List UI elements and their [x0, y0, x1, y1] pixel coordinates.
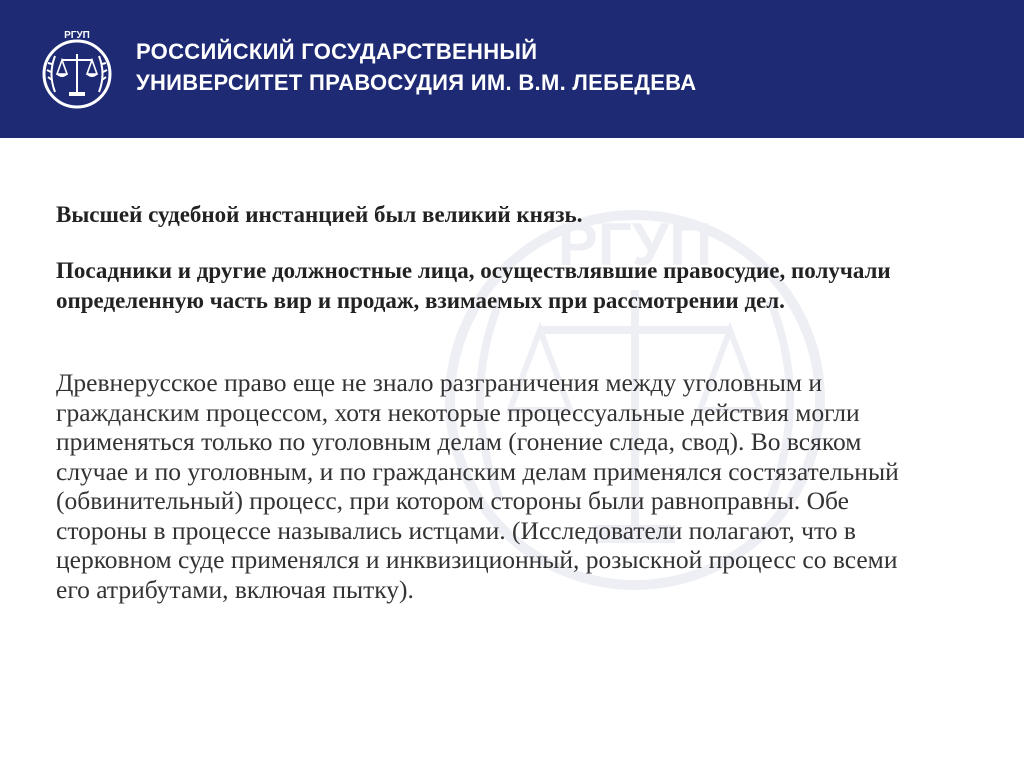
university-logo-icon — [38, 28, 116, 114]
slide-content — [56, 200, 956, 604]
paragraph-ancient-law: Древнерусское право еще не знало разграничения между уголовным и гражданским процессом, хотя некоторые процессуальные действия могли применяться только по уголовным делам (гонение следа, свод). Во всяком случае и по уголовным, и по гражданским делам применялся состязательный (обвинительный) процесс, при котором стороны были равноправны. Обе стороны в процессе назывались истцами. (Исследователи полагают, что в церковном суде применялся и инквизиционный, розыскной процесс со всеми его атрибутами, включая пытку). — [56, 368, 899, 604]
watermark-text: РГУП — [557, 211, 713, 278]
paragraph-grand-prince: Высшей судебной инстанцией был великий князь. — [56, 202, 583, 227]
university-title-line1: РОССИЙСКИЙ ГОСУДАРСТВЕННЫЙ — [136, 39, 538, 64]
header-banner — [0, 0, 1024, 138]
university-title-line2: УНИВЕРСИТЕТ ПРАВОСУДИЯ ИМ. В.М. ЛЕБЕДЕВА — [136, 70, 697, 95]
university-title — [136, 36, 696, 98]
paragraph-posadniki: Посадники и другие должностные лица, осуществлявшие правосудие, получали определенную часть вир и продаж, взимаемых при рассмотрении дел. — [56, 258, 891, 313]
logo-text: РГУП — [64, 30, 90, 41]
